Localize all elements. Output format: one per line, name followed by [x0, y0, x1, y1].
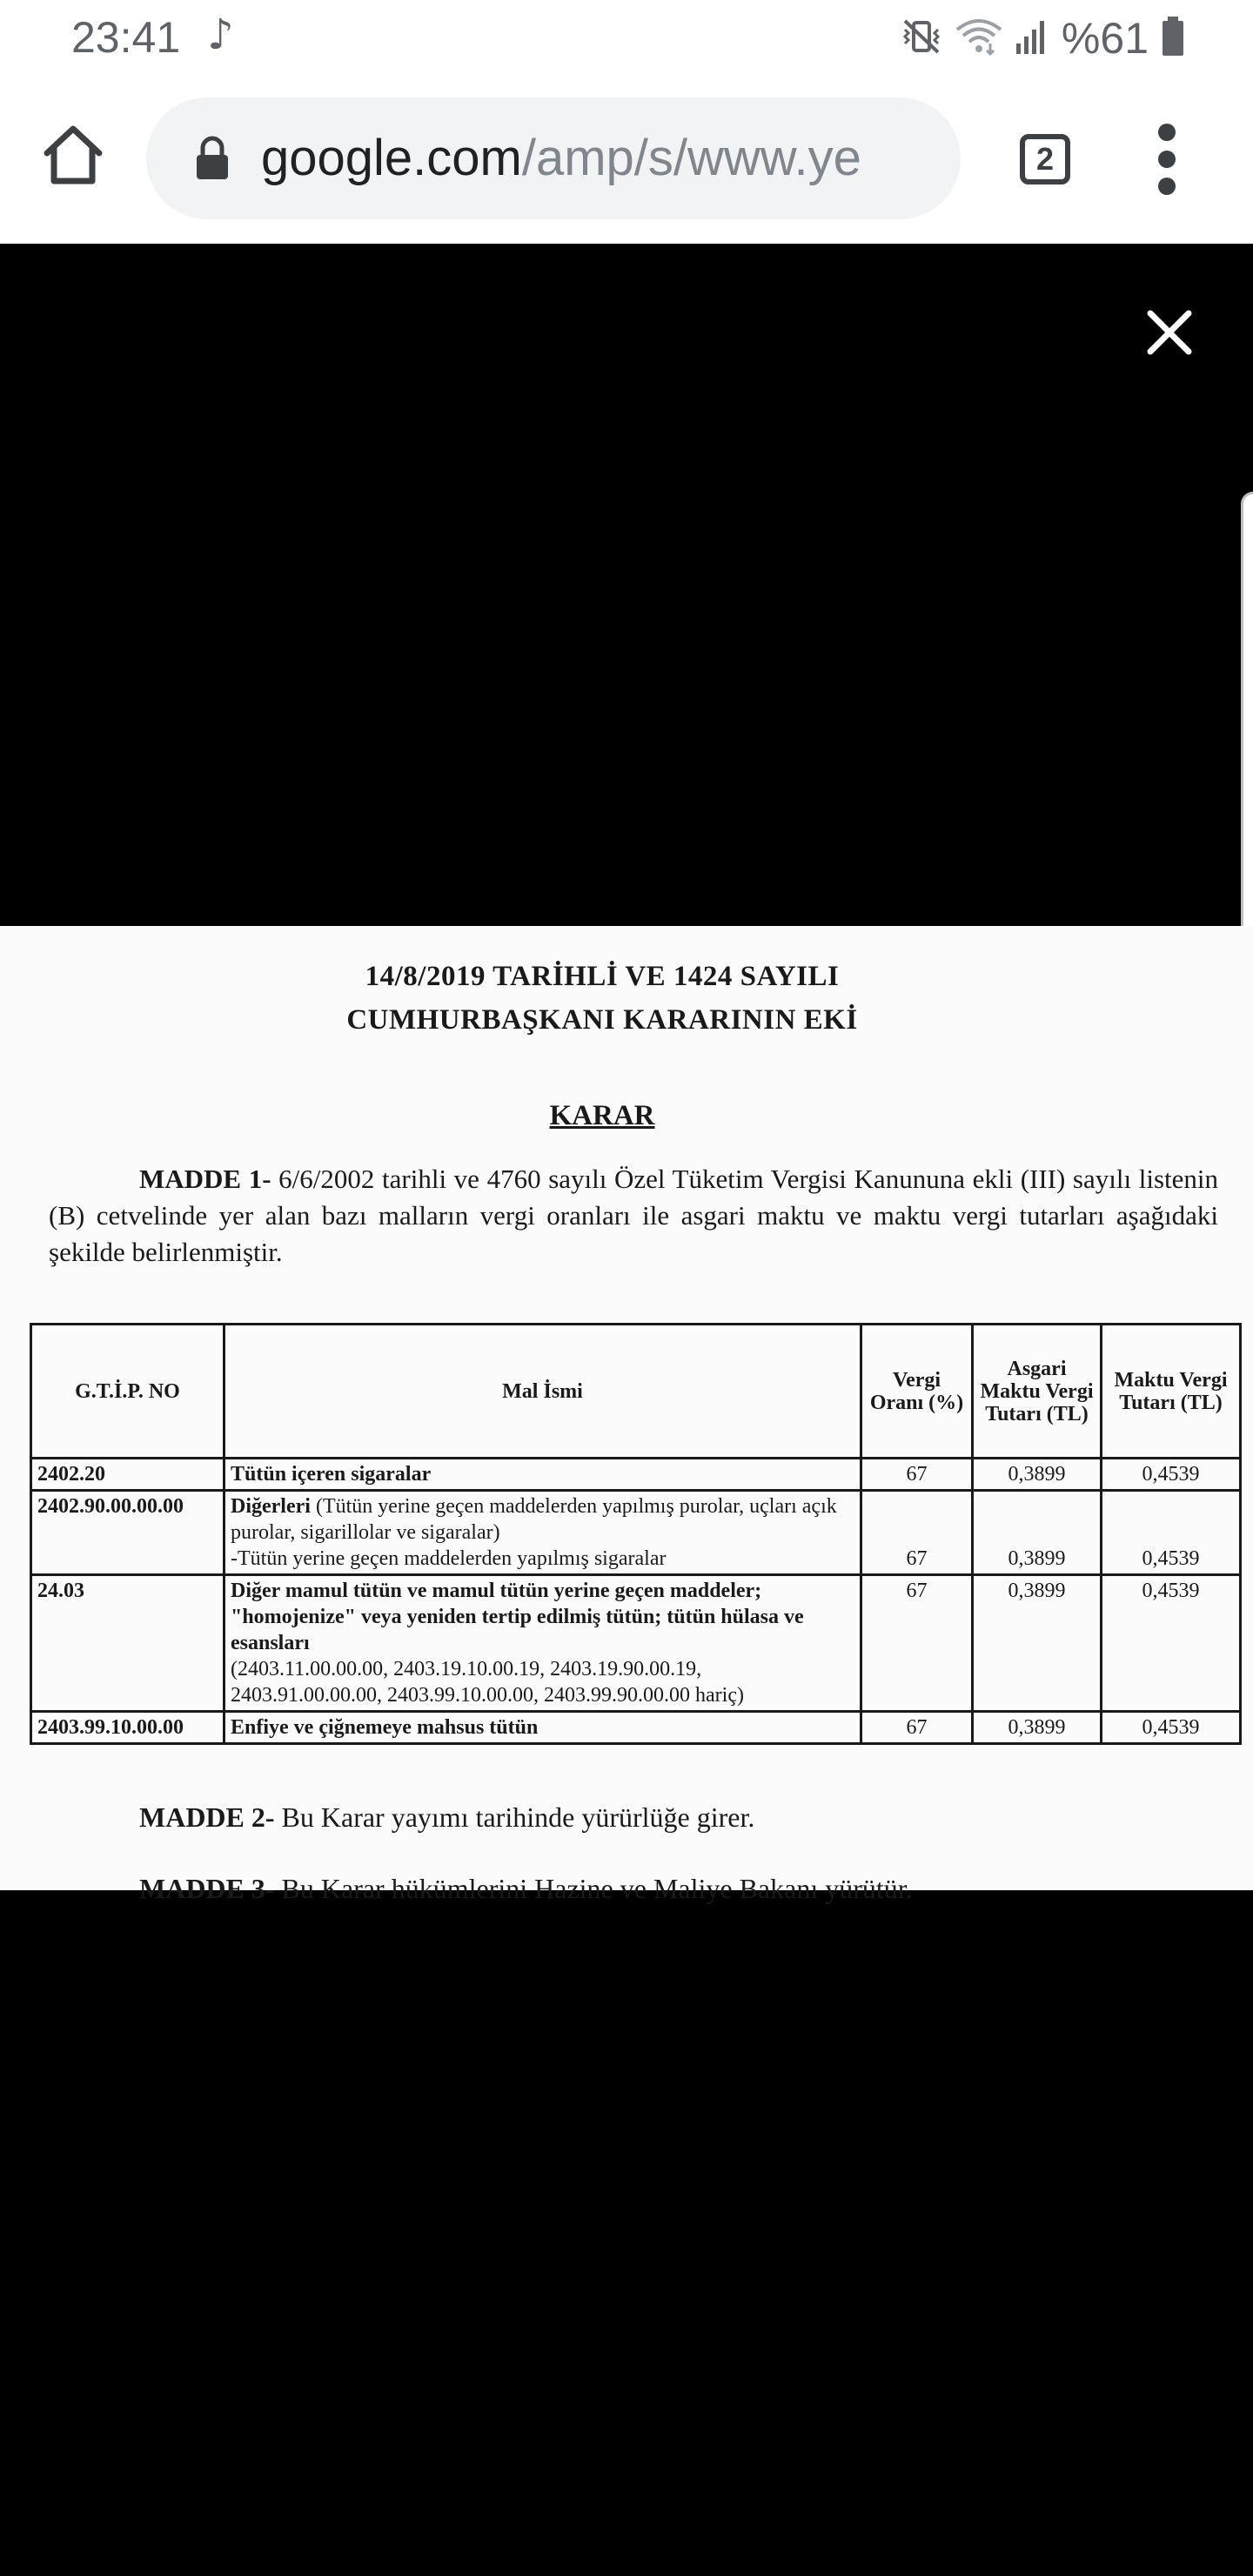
status-bar [0, 0, 1253, 78]
madde-2-paragraph [139, 1801, 754, 1834]
row-rate: 67 [861, 1575, 973, 1712]
lock-icon[interactable] [195, 136, 230, 181]
madde-3-paragraph [139, 1873, 913, 1905]
battery-percent: %61 [1061, 14, 1149, 63]
row-code: 24.03 [31, 1575, 224, 1712]
header-rate: Vergi Oranı (%) [861, 1325, 973, 1459]
tab-switcher-button[interactable] [1020, 134, 1070, 184]
row-min: 0,3899 [973, 1459, 1102, 1491]
row-name: Tütün içeren sigaralar [224, 1459, 861, 1491]
madde-1-text: 6/6/2002 tarihli ve 4760 sayılı Özel Tüketim Vergisi Kanununa ekli (III) sayılı listenin (B) cetvelinde yer alan bazı malların vergi oranları ile asgari maktu ve maktu vergi tutarları aşağıdaki şekilde belirlenmiştir. [49, 1164, 1218, 1267]
row-rate: 67 [861, 1712, 973, 1744]
table-row [31, 1712, 1241, 1744]
tabs-icon-count: 2 [1035, 141, 1055, 177]
music-note-icon: ♪ [207, 10, 234, 59]
home-button[interactable] [40, 122, 106, 188]
tax-table [30, 1323, 1242, 1745]
row-fixed: 0,4539 [1102, 1491, 1241, 1575]
url-host: google.com [261, 130, 522, 186]
table-row [31, 1459, 1241, 1491]
close-icon [1142, 305, 1197, 360]
row-name: Enfiye ve çiğnemeye mahsus tütün [224, 1712, 861, 1744]
table-row [31, 1575, 1241, 1712]
madde-2-text: Bu Karar yayımı tarihinde yürürlüğe girer. [274, 1801, 755, 1833]
madde-2-label: MADDE 2- [139, 1801, 275, 1833]
header-name: Mal İsmi [224, 1325, 861, 1459]
header-min: Asgari Maktu Vergi Tutarı (TL) [973, 1325, 1102, 1459]
row-rate: 67 [861, 1491, 973, 1575]
close-button[interactable] [1142, 305, 1197, 360]
row-fixed: 0,4539 [1102, 1712, 1241, 1744]
row-code: 2402.20 [31, 1459, 224, 1491]
table-header-row [31, 1325, 1241, 1459]
signal-icon [1015, 17, 1049, 60]
wifi-icon [955, 17, 1002, 60]
row-name: Diğerleri (Tütün yerine geçen maddelerden yapılmış purolar, uçları açık purolar, sigarillolar ve sigaralar) -Tütün yerine geçen maddelerden yapılmış sigaralar [224, 1491, 861, 1575]
document-image [0, 926, 1253, 1904]
browser-toolbar [0, 78, 1253, 244]
status-icons [888, 14, 1185, 63]
row-name: Diğer mamul tütün ve mamul tütün yerine geçen maddeler; "homojenize" veya yeniden tertip edilmiş tütün; tütün hülasa ve esansları (2403.11.00.00.00, 2403.19.10.00.19, 2403.19.90.00.19, 2403.91.00.00.00, 2403.99.10.00.00, 2403.99.90.00.00 hariç) [224, 1575, 861, 1712]
row-rate: 67 [861, 1459, 973, 1491]
madde-1-paragraph [49, 1161, 1218, 1271]
scroll-handle[interactable] [1241, 492, 1253, 988]
table-row [31, 1491, 1241, 1575]
row-min: 0,3899 [973, 1491, 1102, 1575]
battery-icon [1161, 17, 1185, 61]
overflow-menu-icon[interactable] [1149, 124, 1185, 197]
row-fixed: 0,4539 [1102, 1459, 1241, 1491]
madde-1-label: MADDE 1- [139, 1164, 271, 1194]
row-fixed: 0,4539 [1102, 1575, 1241, 1712]
document-heading: KARAR [549, 1100, 655, 1131]
row-min: 0,3899 [973, 1712, 1102, 1744]
row-min: 0,3899 [973, 1575, 1102, 1712]
home-icon [40, 122, 106, 188]
document-title-line2: CUMHURBAŞKANI KARARININ EKİ [346, 1004, 858, 1036]
header-fixed: Maktu Vergi Tutarı (TL) [1102, 1325, 1241, 1459]
image-viewer [0, 244, 1253, 2576]
url-path: /amp/s/www.ye [521, 130, 861, 186]
row-code: 2402.90.00.00.00 [31, 1491, 224, 1575]
vibrate-mute-icon [900, 17, 943, 60]
madde-3-label: MADDE 3- [139, 1873, 275, 1904]
header-code: G.T.İ.P. NO [31, 1325, 224, 1459]
status-time: 23:41 [71, 13, 181, 62]
madde-3-text: Bu Karar hükümlerini Hazine ve Maliye Bakanı yürütür. [274, 1873, 913, 1904]
row-code: 2403.99.10.00.00 [31, 1712, 224, 1744]
document-title-line1: 14/8/2019 TARİHLİ VE 1424 SAYILI [365, 961, 840, 992]
address-bar[interactable] [146, 97, 961, 219]
url-text[interactable] [261, 129, 940, 187]
